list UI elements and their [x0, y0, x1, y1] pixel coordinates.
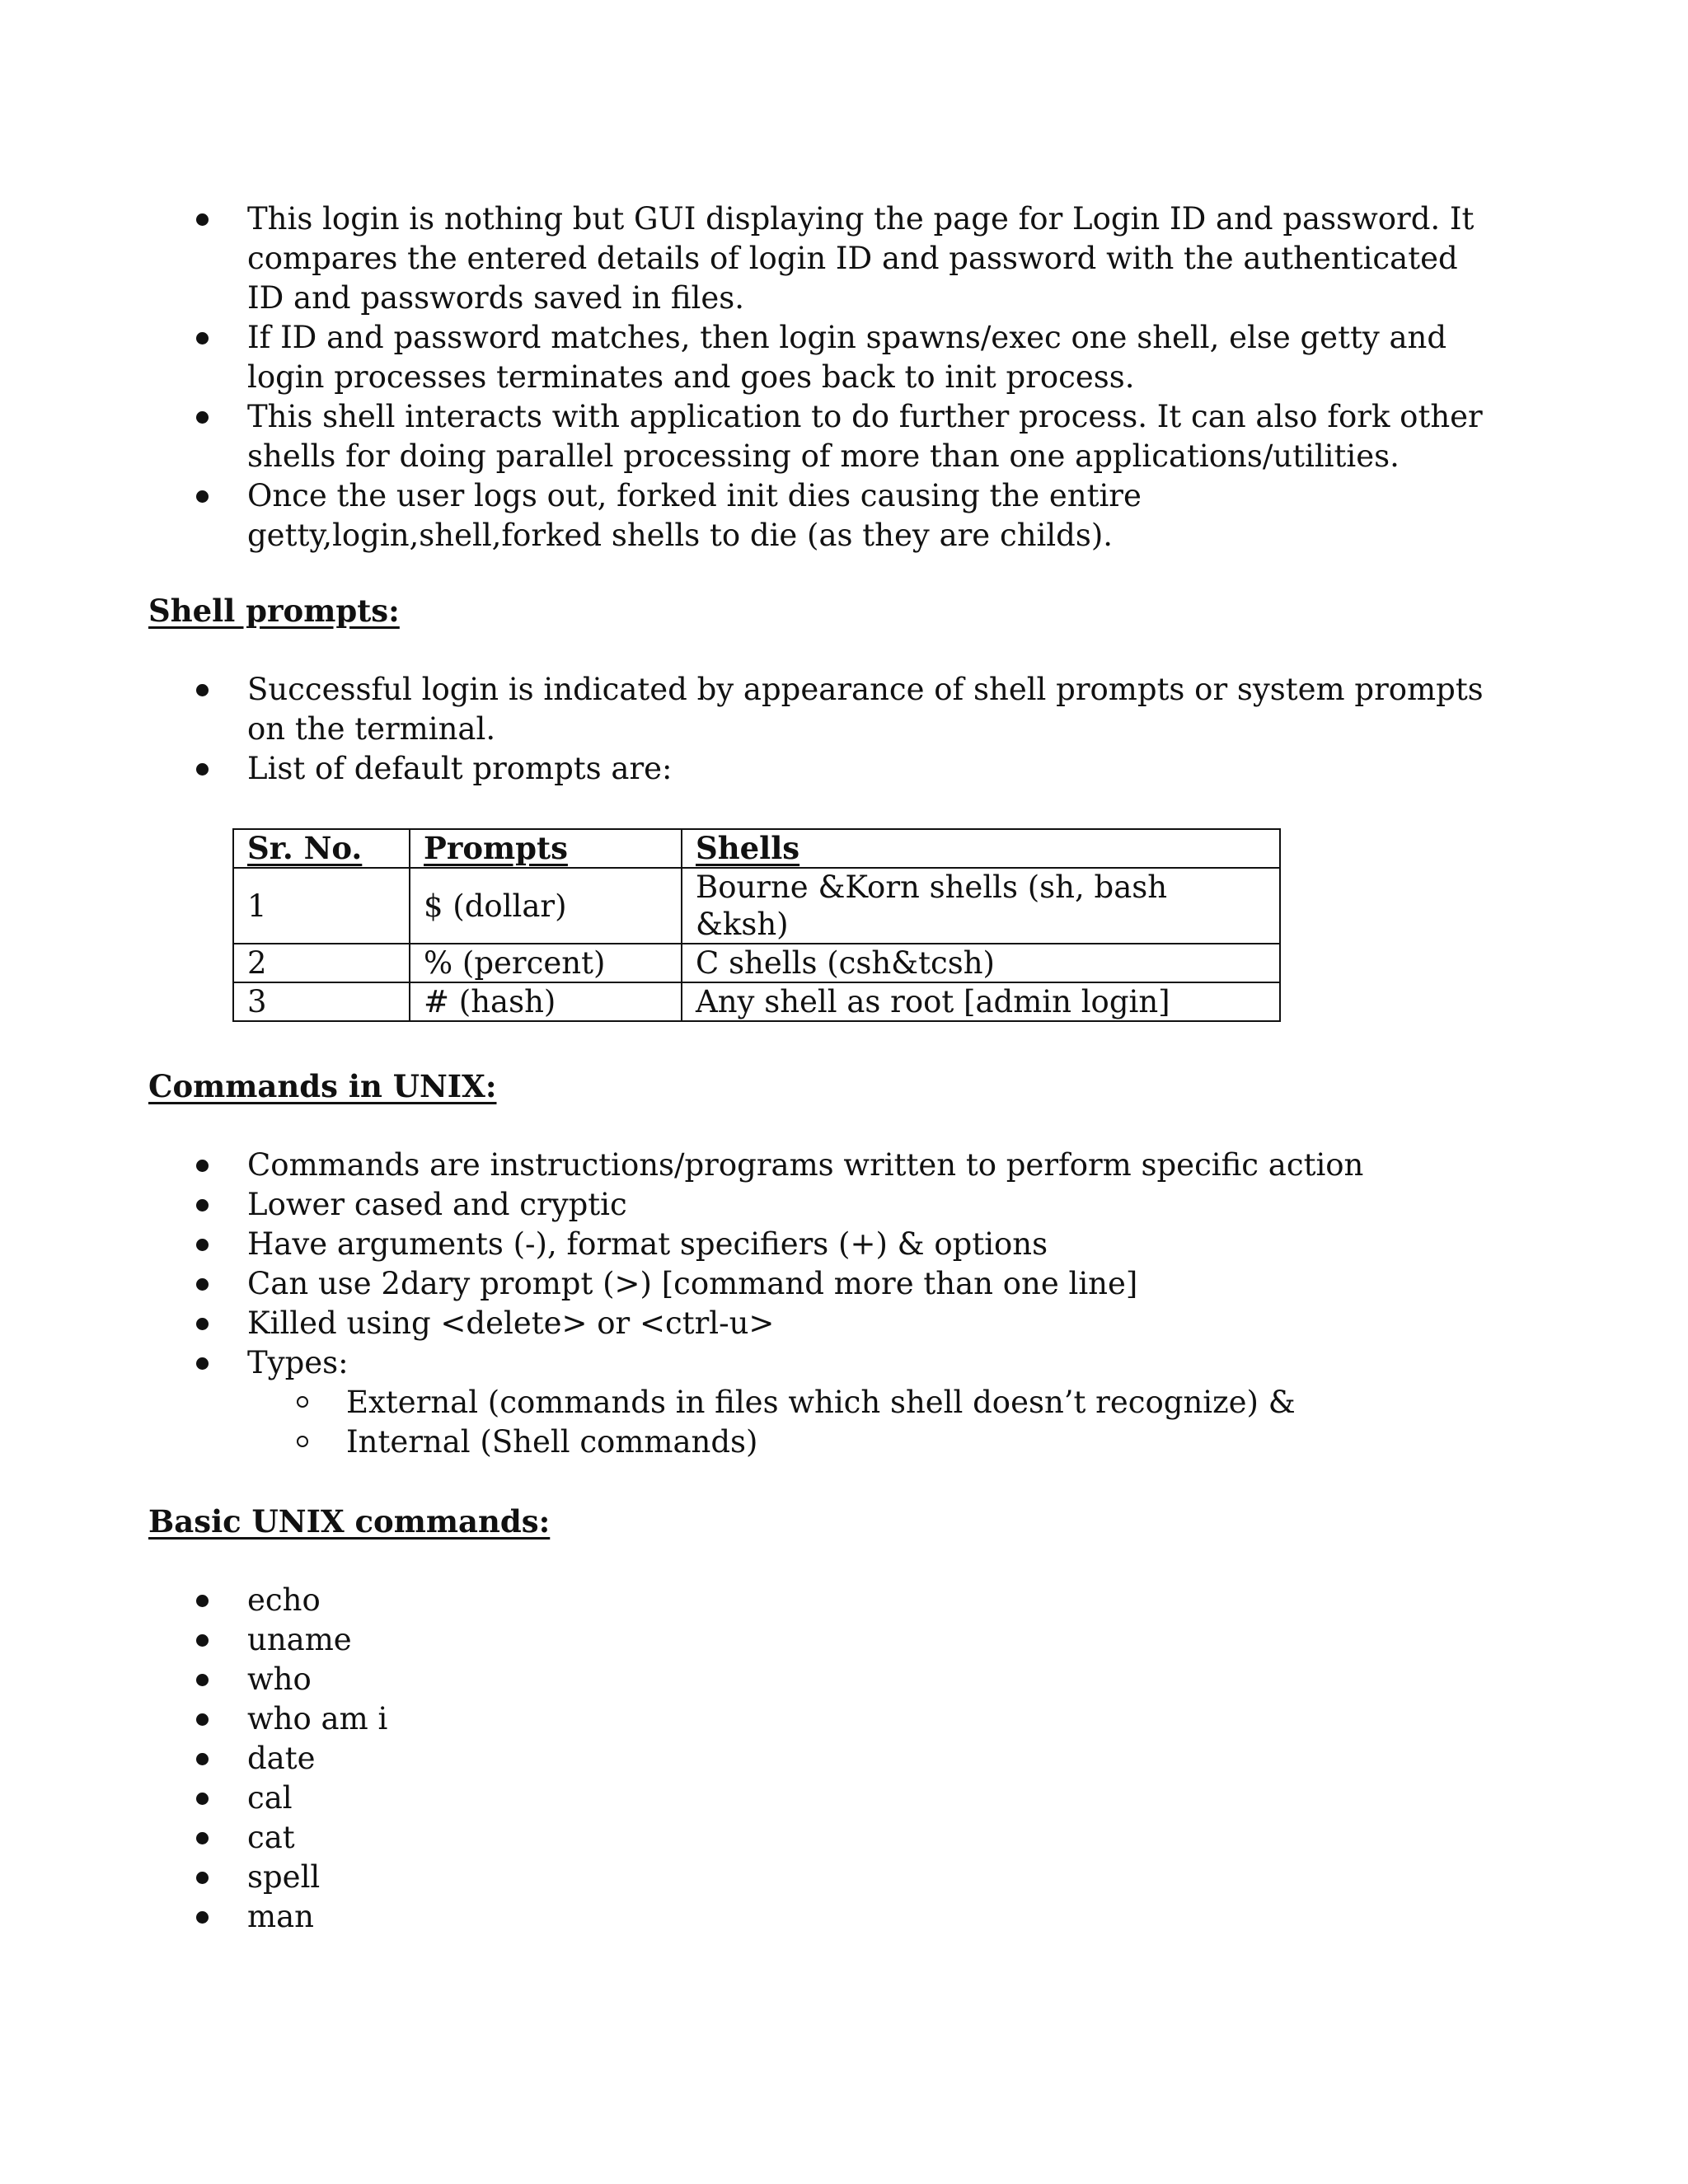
bullet-icon [196, 1793, 209, 1805]
list-item-text: date [247, 1741, 316, 1776]
list-item [0, 1225, 1500, 1264]
table-cell: % (percent) [410, 944, 682, 982]
table-header-cell: Sr. No. [233, 829, 410, 868]
bullet-icon [196, 332, 209, 344]
bullet-icon [196, 684, 209, 696]
table-row [233, 868, 1280, 944]
commands-bullet-list [0, 1146, 1500, 1383]
table-header-cell: Shells [682, 829, 1280, 868]
command-types-sub-list [0, 1383, 1296, 1462]
sub-list-item-text: External (commands in files which shell doesn’t recognize) & [346, 1385, 1296, 1420]
table-cell: $ (dollar) [410, 868, 682, 944]
bullet-icon [196, 1674, 209, 1686]
list-item [0, 1264, 1500, 1304]
bullet-icon [196, 1318, 209, 1330]
list-item [0, 1858, 1500, 1897]
table-row [233, 982, 1280, 1021]
list-item [0, 1185, 1500, 1225]
shell-prompts-bullet-list [0, 670, 1500, 789]
bullet-icon [196, 213, 209, 226]
list-item-text: spell [247, 1859, 321, 1895]
list-item [0, 1699, 1500, 1739]
list-item-text: This login is nothing but GUI displaying the page for Login ID and password. It compares the entered details of login ID and password with the authenticated ID and passwords saved in files. [247, 201, 1475, 316]
list-item-text: who am i [247, 1701, 388, 1736]
bullet-icon [196, 1634, 209, 1647]
bullet-icon [196, 1239, 209, 1251]
prompts-table [232, 828, 1281, 1022]
list-item [0, 1897, 1500, 1937]
list-item [0, 1343, 1500, 1383]
list-item-text: Have arguments (-), format specifiers (+) & options [247, 1226, 1048, 1262]
list-item-text: Types: [247, 1345, 349, 1380]
hollow-bullet-icon [297, 1436, 308, 1447]
table-cell: 3 [233, 982, 410, 1021]
list-item [0, 199, 1500, 318]
table-row [233, 944, 1280, 982]
list-item [0, 476, 1500, 555]
bullet-icon [196, 1713, 209, 1726]
sub-list-item-text: Internal (Shell commands) [346, 1424, 758, 1460]
bullet-icon [196, 763, 209, 776]
bullet-icon [196, 1595, 209, 1607]
list-item [0, 1581, 1500, 1620]
table-cell: Bourne &Korn shells (sh, bash &ksh) [682, 868, 1280, 944]
table-header-cell: Prompts [410, 829, 682, 868]
intro-bullet-list [0, 199, 1500, 555]
bullet-icon [196, 411, 209, 424]
list-item [0, 1304, 1500, 1343]
list-item-text: echo [247, 1582, 321, 1618]
table-cell: # (hash) [410, 982, 682, 1021]
bullet-icon [196, 1832, 209, 1844]
list-item [0, 1779, 1500, 1818]
bullet-icon [196, 1872, 209, 1884]
bullet-icon [196, 1160, 209, 1172]
section-heading-basic-unix-commands: Basic UNIX commands: [148, 1503, 551, 1540]
list-item-text: cat [247, 1820, 295, 1855]
bullet-icon [196, 1199, 209, 1212]
list-item-text: Can use 2dary prompt (>) [command more than one line] [247, 1266, 1138, 1301]
bullet-icon [196, 1753, 209, 1765]
table-cell: 1 [233, 868, 410, 944]
table-cell: Any shell as root [admin login] [682, 982, 1280, 1021]
list-item [0, 1818, 1500, 1858]
table-cell: 2 [233, 944, 410, 982]
list-item-text: List of default prompts are: [247, 751, 673, 786]
list-item-text: Killed using <delete> or <ctrl-u> [247, 1305, 775, 1341]
bullet-icon [196, 490, 209, 503]
bullet-icon [196, 1278, 209, 1291]
table-cell: C shells (csh&tcsh) [682, 944, 1280, 982]
list-item-text: Commands are instructions/programs written to perform specific action [247, 1147, 1364, 1183]
bullet-icon [196, 1357, 209, 1370]
hollow-bullet-icon [297, 1396, 308, 1408]
list-item-text: Once the user logs out, forked init dies causing the entire getty,login,shell,forked shells to die (as they are childs). [247, 478, 1142, 553]
list-item [0, 749, 1500, 789]
basic-commands-list [0, 1581, 1500, 1937]
list-item-text: If ID and password matches, then login spawns/exec one shell, else getty and login processes terminates and goes back to init process. [247, 320, 1447, 395]
list-item-text: Lower cased and cryptic [247, 1187, 627, 1222]
list-item-text: This shell interacts with application to do further process. It can also fork other shells for doing parallel processing of more than one applications/utilities. [247, 399, 1483, 474]
list-item [0, 670, 1500, 749]
list-item [0, 318, 1500, 397]
list-item [0, 397, 1500, 476]
list-item-text: who [247, 1661, 312, 1697]
list-item [0, 1146, 1500, 1185]
sub-list-item [0, 1383, 1296, 1422]
list-item-text: uname [247, 1622, 352, 1657]
list-item [0, 1739, 1500, 1779]
list-item [0, 1620, 1500, 1660]
section-heading-commands-in-unix: Commands in UNIX: [148, 1068, 497, 1104]
bullet-icon [196, 1911, 209, 1924]
list-item-text: man [247, 1899, 314, 1934]
list-item-text: cal [247, 1780, 293, 1816]
section-heading-shell-prompts: Shell prompts: [148, 593, 400, 629]
list-item [0, 1660, 1500, 1699]
list-item-text: Successful login is indicated by appearance of shell prompts or system prompts on the terminal. [247, 672, 1484, 747]
sub-list-item [0, 1422, 1296, 1462]
table-header-row [233, 829, 1280, 868]
